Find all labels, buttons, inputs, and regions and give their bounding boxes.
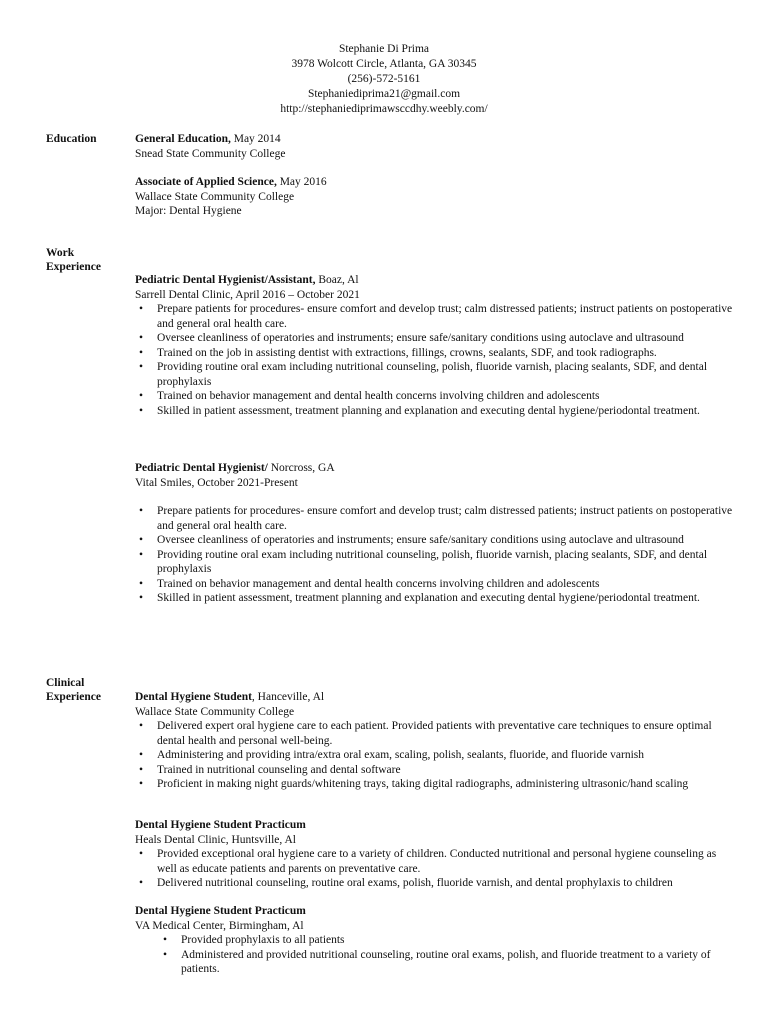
bullet-icon: • (139, 303, 144, 315)
clinical-title: Dental Hygiene Student Practicum (135, 819, 306, 831)
list-item (135, 777, 735, 792)
education-label (46, 132, 97, 146)
list-item-text: Skilled in patient assessment, treatment planning and explanation and executing dental hygiene/periodontal treatment. (157, 592, 700, 604)
bullet-icon: • (163, 934, 168, 946)
bullet-icon: • (139, 778, 144, 790)
bullet-icon: • (139, 346, 144, 359)
work-entry-1 (135, 273, 735, 418)
list-item-text: Trained in nutritional counseling and dental software (157, 763, 401, 776)
job-employer: Sarrell Dental Clinic, April 2016 – October 2021 (135, 288, 360, 301)
entry-major: Major: Dental Hygiene (135, 205, 242, 217)
bullet-icon: • (139, 404, 144, 417)
bullet-icon: • (139, 592, 144, 604)
list-item-text: Trained on behavior management and dental health concerns involving children and adolescents (157, 577, 600, 590)
education-entry-1 (135, 132, 735, 161)
work-experience-label (46, 246, 101, 274)
clinical-duties (135, 933, 735, 977)
bullet-icon: • (139, 848, 144, 860)
list-item (135, 948, 735, 977)
job-location: Norcross, GA (267, 462, 335, 474)
clinical-label-line-1: Clinical (46, 677, 85, 689)
list-item (135, 748, 735, 763)
list-item (135, 533, 735, 548)
website-link[interactable]: http://stephaniediprimawsccdhy.weebly.com/ (280, 103, 488, 115)
work-entry-2 (135, 461, 735, 606)
bullet-icon: • (139, 720, 144, 732)
clinical-site: Wallace State Community College (135, 705, 295, 718)
bullet-icon: • (139, 877, 144, 889)
clinical-site: Heals Dental Clinic, Huntsville, Al (135, 833, 296, 846)
clinical-duties (135, 719, 735, 792)
entry-school: Snead State Community College (135, 147, 286, 160)
list-item (135, 504, 735, 533)
list-item (135, 577, 735, 592)
bullet-icon: • (139, 749, 144, 761)
list-item-text: Trained on the job in assisting dentist with extractions, fillings, crowns, sealants, SDF, and took radiographs. (157, 346, 657, 359)
entry-date: May 2014 (230, 133, 281, 145)
bullet-icon: • (139, 390, 144, 402)
education-label-text: Education (46, 133, 97, 145)
list-item-text: Proficient in making night guards/whitening trays, taking digital radiographs, administering ultrasonic/hand scaling (157, 778, 689, 790)
bullet-icon: • (139, 577, 144, 590)
list-item-text: Providing routine oral exam including nutritional counseling, polish, fluoride varnish, placing sealants, SDF, and dental prophylaxis (157, 361, 708, 388)
list-item (135, 933, 735, 948)
list-item (135, 404, 735, 419)
education-entry-2 (135, 175, 735, 219)
job-title: Pediatric Dental Hygienist/Assistant, (135, 274, 316, 286)
bullet-icon: • (139, 534, 144, 546)
list-item (135, 331, 735, 346)
list-item-text: Delivered nutritional counseling, routine oral exams, polish, fluoride varnish, and dental prophylaxis to children (157, 877, 673, 889)
entry-title: General Education, (135, 133, 231, 145)
job-title: Pediatric Dental Hygienist/ (135, 462, 268, 474)
list-item-text: Administered and provided nutritional counseling, routine oral exams, polish, and fluoride treatment to a variety of patients. (181, 948, 711, 975)
bullet-icon: • (139, 548, 144, 561)
list-item (135, 719, 735, 748)
list-item (135, 763, 735, 778)
clinical-title: Dental Hygiene Student (135, 691, 252, 703)
list-item-text: Oversee cleanliness of operatories and instruments; ensure safe/sanitary conditions using autoclave and ultrasound (157, 534, 684, 546)
list-item-text: Providing routine oral exam including nutritional counseling, polish, fluoride varnish, placing sealants, SDF, and dental prophylaxis (157, 548, 708, 575)
work-label-line-1: Work (46, 247, 75, 259)
clinical-experience-label (46, 676, 101, 704)
list-item (135, 360, 735, 389)
street-address: 3978 Wolcott Circle, Atlanta, GA 30345 (291, 58, 477, 70)
job-duties (135, 302, 735, 418)
list-item-text: Delivered expert oral hygiene care to each patient. Provided patients with preventative care techniques to ensure optimal dental health and personal well-being. (157, 720, 712, 747)
clinical-duties (135, 847, 735, 891)
list-item (135, 389, 735, 404)
clinical-entry-3 (135, 904, 735, 977)
list-item-text: Prepare patients for procedures- ensure comfort and develop trust; calm distressed patients; instruct patients on postoperative and general oral health care. (157, 303, 733, 330)
list-item (135, 346, 735, 361)
bullet-icon: • (139, 763, 144, 776)
bullet-icon: • (139, 332, 144, 344)
entry-date: May 2016 (276, 176, 327, 188)
email-address[interactable]: Stephaniediprima21@gmail.com (307, 88, 461, 100)
list-item (135, 591, 735, 606)
list-item (135, 876, 735, 891)
bullet-icon: • (163, 948, 168, 961)
bullet-icon: • (139, 505, 144, 517)
applicant-name: Stephanie Di Prima (338, 43, 430, 55)
phone-number: (256)-572-5161 (347, 73, 421, 85)
clinical-entry-1 (135, 690, 735, 792)
job-duties (135, 504, 735, 606)
list-item (135, 548, 735, 577)
clinical-location: , Hanceville, Al (251, 691, 325, 703)
list-item (135, 302, 735, 331)
list-item-text: Oversee cleanliness of operatories and instruments; ensure safe/sanitary conditions using autoclave and ultrasound (157, 332, 684, 344)
entry-school: Wallace State Community College (135, 190, 295, 203)
clinical-title: Dental Hygiene Student Practicum (135, 905, 306, 917)
list-item-text: Provided exceptional oral hygiene care to a variety of children. Conducted nutritional and personal hygiene counseling as well as educate patients and parents on preventative care. (157, 848, 717, 875)
list-item (135, 847, 735, 876)
job-location: Boaz, Al (315, 274, 359, 286)
clinical-entry-2 (135, 818, 735, 891)
entry-title: Associate of Applied Science, (135, 176, 277, 188)
clinical-label-line-2: Experience (46, 691, 101, 703)
contact-header (0, 42, 768, 117)
list-item-text: Administering and providing intra/extra oral exam, scaling, polish, sealants, fluoride, and fluoride varnish (157, 749, 645, 761)
list-item-text: Skilled in patient assessment, treatment planning and explanation and executing dental hygiene/periodontal treatment. (157, 404, 700, 417)
clinical-site: VA Medical Center, Birmingham, Al (135, 919, 304, 932)
bullet-icon: • (139, 361, 144, 373)
list-item-text: Trained on behavior management and dental health concerns involving children and adolescents (157, 390, 600, 402)
job-employer: Vital Smiles, October 2021-Present (135, 476, 298, 489)
work-label-line-2: Experience (46, 261, 101, 273)
list-item-text: Prepare patients for procedures- ensure comfort and develop trust; calm distressed patients; instruct patients on postoperative and general oral health care. (157, 505, 733, 532)
list-item-text: Provided prophylaxis to all patients (181, 934, 345, 946)
